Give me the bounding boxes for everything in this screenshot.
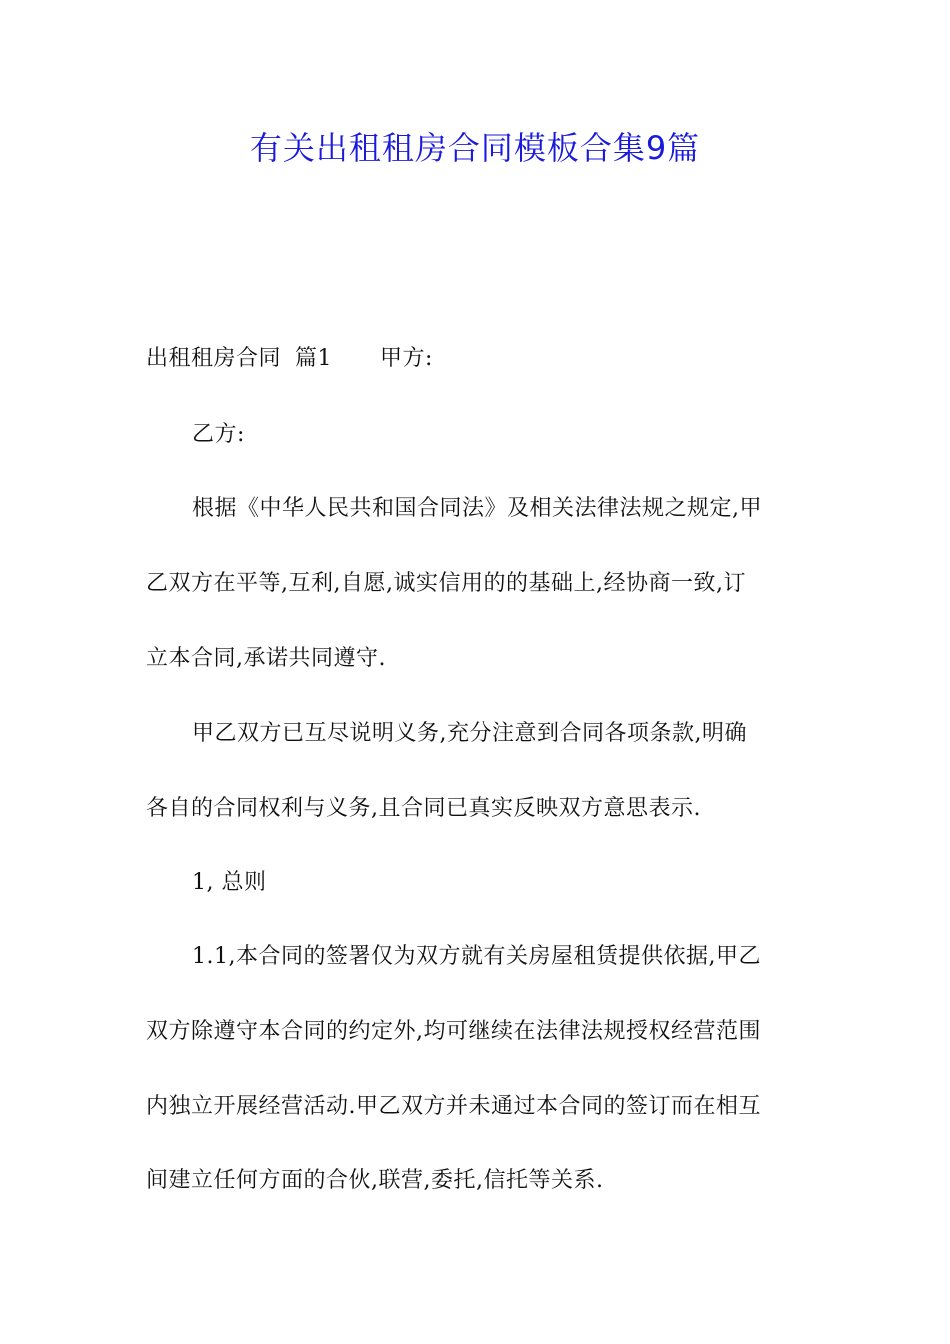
paragraph-2-line-2: 各自的合同权利与义务,且合同已真实反映双方意思表示. [146, 796, 701, 821]
clause-1-1-line-1: 1.1,本合同的签署仅为双方就有关房屋租赁提供依据,甲乙 [192, 944, 761, 969]
paragraph-1-line-2: 乙双方在平等,互利,自愿,诚实信用的的基础上,经协商一致,订 [146, 571, 746, 596]
paragraph-2-line-1: 甲乙双方已互尽说明义务,充分注意到合同各项条款,明确 [192, 721, 747, 746]
party-a-label: 甲方: [380, 346, 433, 371]
clause-1-1-line-4: 间建立任何方面的合伙,联营,委托,信托等关系. [146, 1168, 604, 1193]
clause-1-heading: 1, 总则 [192, 870, 267, 895]
contract-name: 出租租房合同 [146, 346, 282, 371]
party-b-label: 乙方: [192, 422, 245, 447]
contract-part: 篇1 [295, 346, 333, 371]
paragraph-1-line-1: 根据《中华人民共和国合同法》及相关法律法规之规定,甲 [192, 496, 762, 521]
clause-1-1-line-2: 双方除遵守本合同的约定外,均可继续在法律法规授权经营范围 [146, 1019, 761, 1044]
section-heading [146, 344, 433, 374]
clause-1-1-line-3: 内独立开展经营活动.甲乙双方并未通过本合同的签订而在相互 [146, 1094, 761, 1119]
document-title: 有关出租租房合同模板合集9篇 [249, 129, 701, 167]
paragraph-1-line-3: 立本合同,承诺共同遵守. [146, 646, 386, 671]
